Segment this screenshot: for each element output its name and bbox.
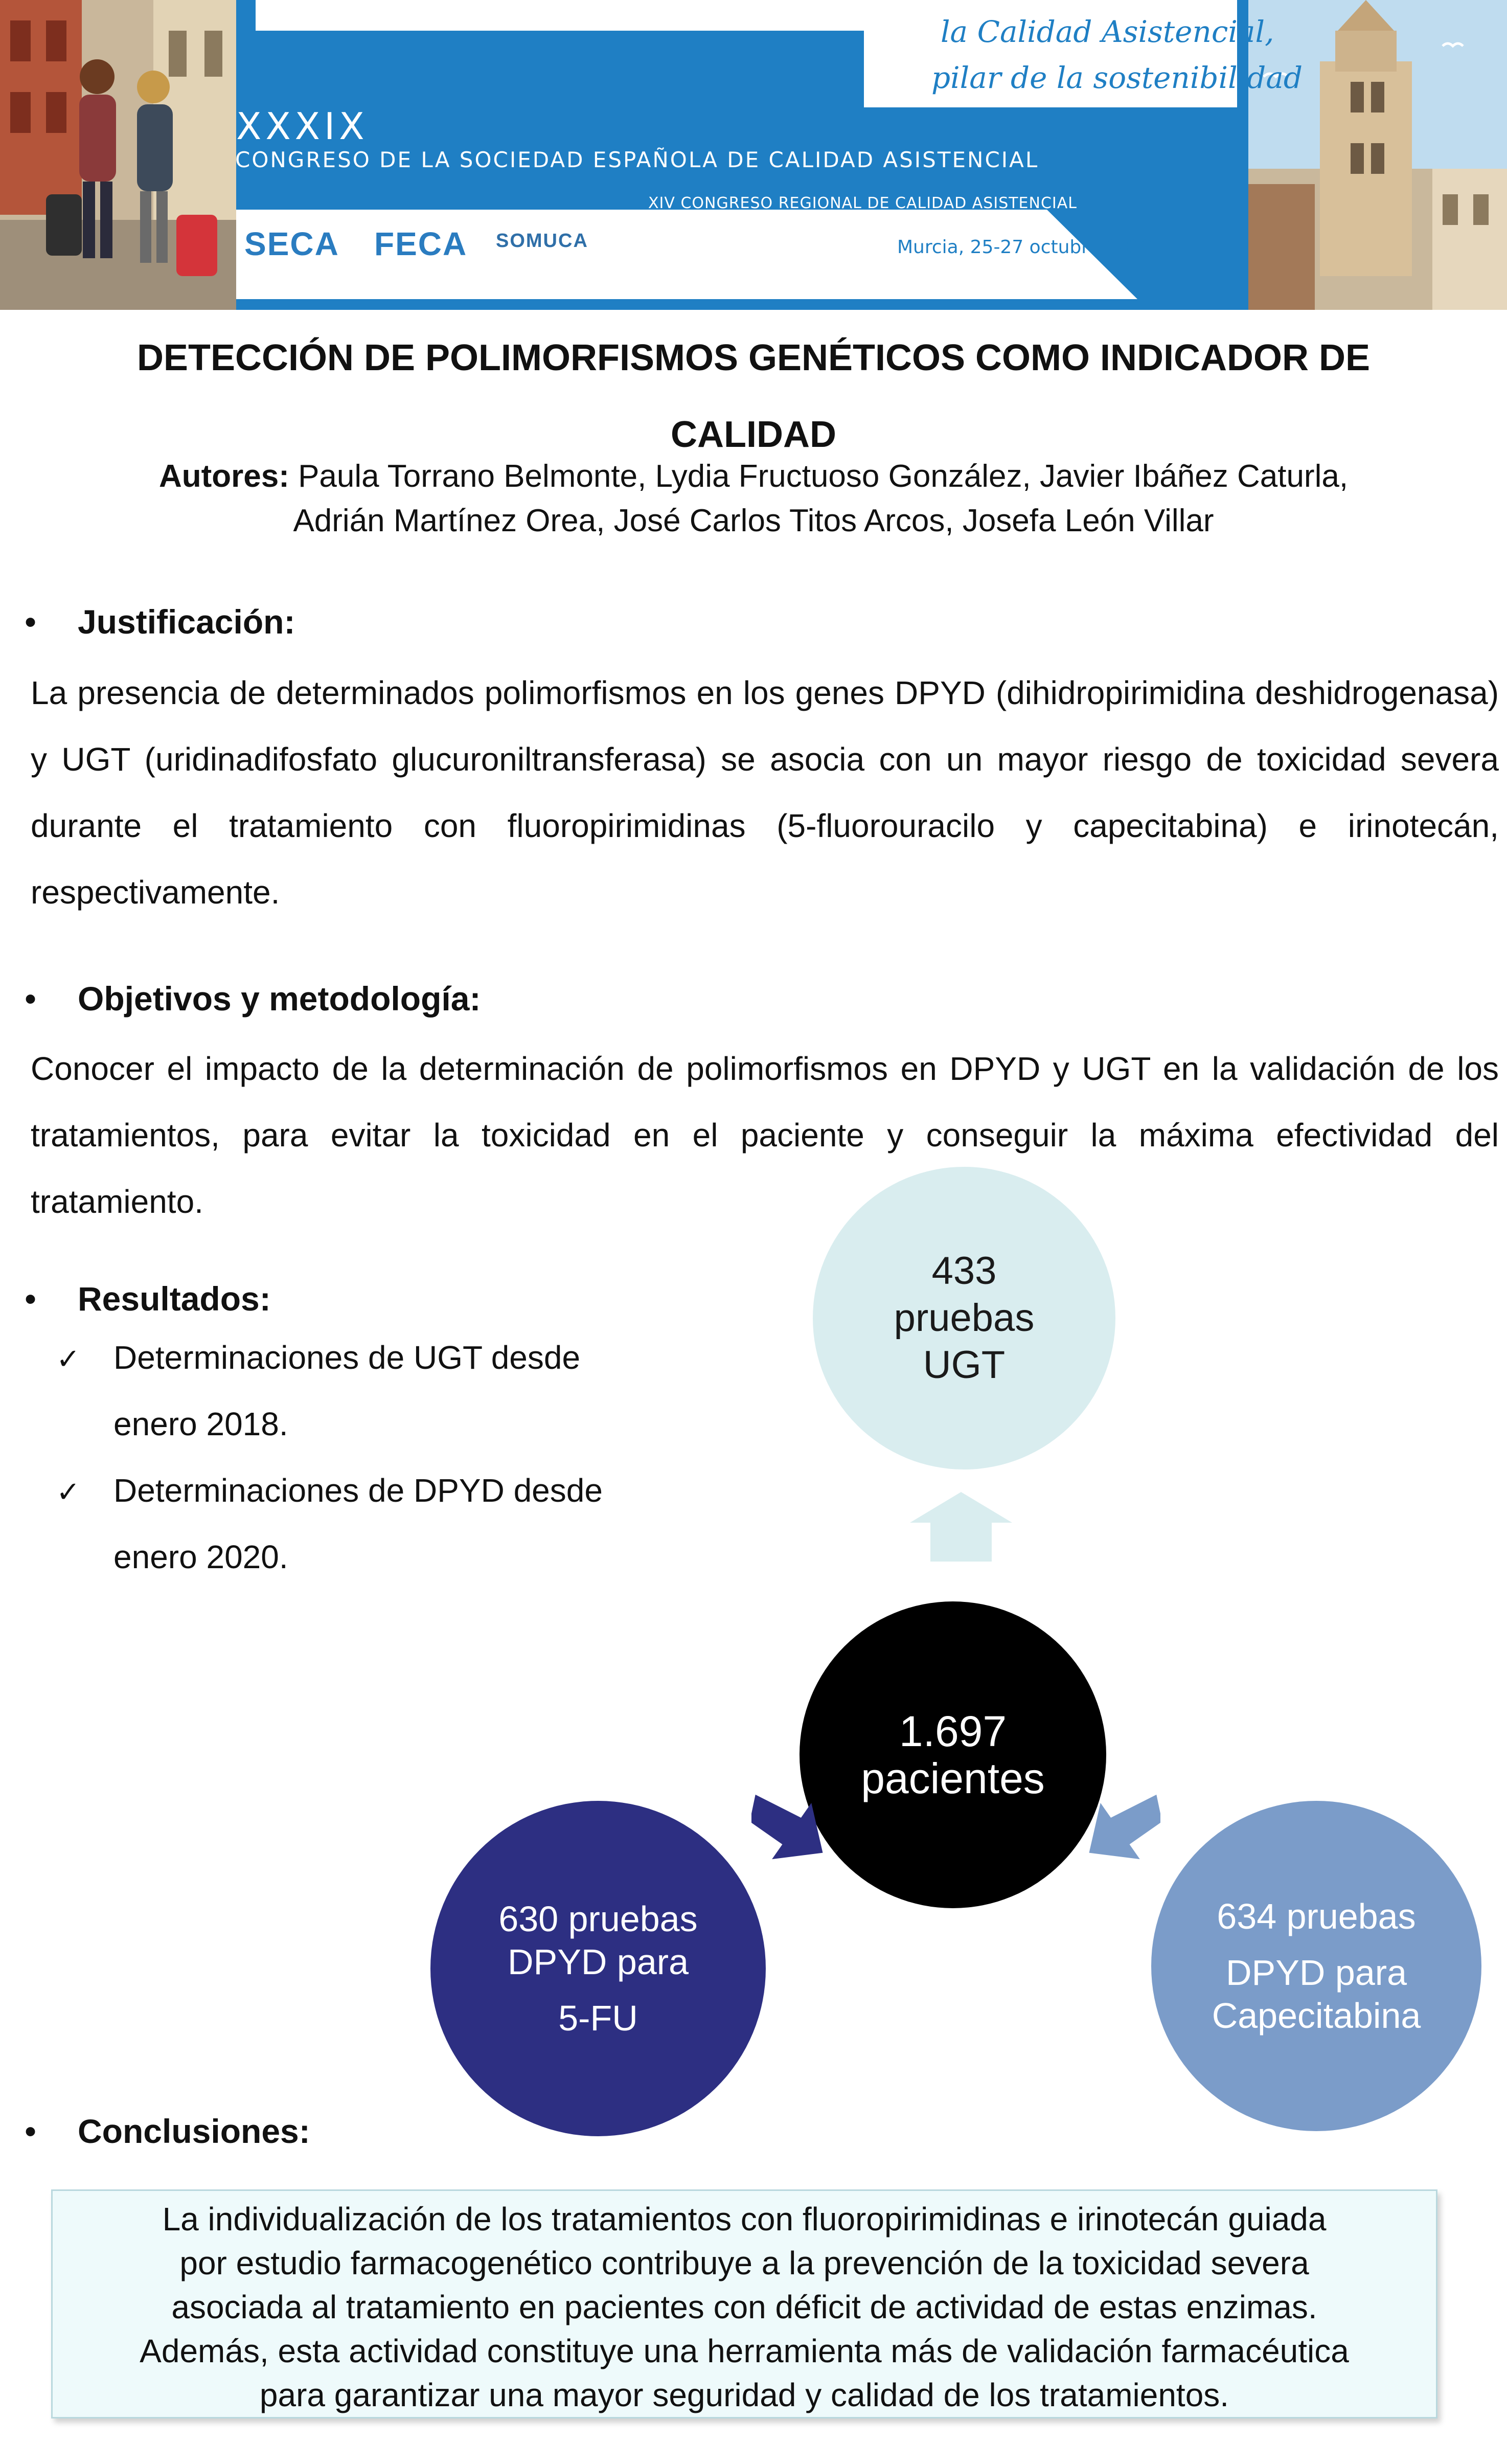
banner-top-strip (256, 0, 864, 31)
authors-label: Autores: (158, 459, 289, 494)
dpyd-cape-drug: Capecitabina (1212, 1996, 1421, 2036)
objetivos-text: Conocer el impacto de la determinación de polimorfismos en DPYD y UGT en la validación de los tratamientos, para evitar la toxicidad en el paciente y conseguir la máxima efectividad del tratamiento. (31, 1050, 1499, 1220)
checkmark-icon: ✓ (56, 1343, 80, 1375)
result-item-text: Determinaciones de UGT desde (113, 1339, 581, 1376)
conclusiones-heading (25, 2112, 310, 2151)
objetivos-heading (25, 979, 481, 1018)
conclusiones-heading-text: Conclusiones: (78, 2112, 310, 2150)
conclusion-text (53, 2197, 1436, 2417)
motto-line-1: la Calidad Asistencial, (941, 14, 1274, 49)
justificacion-heading-text: Justificación: (78, 603, 295, 641)
conclusion-line: por estudio farmacogenético contribuye a la prevención de la toxicidad severa (179, 2245, 1309, 2281)
ugt-count: 433 (931, 1249, 997, 1293)
dpyd-5fu-drug: 5-FU (558, 1998, 638, 2038)
ugt-label: pruebas (894, 1296, 1035, 1340)
dpyd-5fu-count: 630 pruebas (498, 1899, 698, 1939)
resultados-heading (25, 1279, 271, 1318)
arrow-left-down-icon (751, 1784, 823, 1871)
authors-names-2: Adrián Martínez Orea, José Carlos Titos Arcos, Josefa León Villar (293, 503, 1214, 538)
feca-logo: FECA (374, 225, 468, 262)
conclusion-line: Además, esta actividad constituye una herramienta más de validación farmacéutica (140, 2333, 1349, 2369)
conclusion-line: La individualización de los tratamientos con fluoropirimidinas e irinotecán guiada (162, 2201, 1327, 2237)
travelers-illustration (0, 0, 236, 310)
bullet-icon: • (25, 2112, 37, 2150)
bullet-icon: • (25, 603, 37, 641)
dpyd-5fu-label: DPYD para (507, 1942, 689, 1982)
conclusion-box (51, 2189, 1437, 2418)
authors-line-1 (51, 454, 1456, 499)
congress-name: CONGRESO DE LA SOCIEDAD ESPAÑOLA DE CALIDAD ASISTENCIAL (235, 147, 1039, 172)
result-item-ugt (56, 1324, 580, 1392)
congress-number: XXXIX (236, 105, 369, 148)
result-item-text: Determinaciones de DPYD desde (113, 1472, 603, 1509)
ugt-gene: UGT (923, 1343, 1006, 1387)
cathedral-illustration (1248, 0, 1507, 310)
conclusion-line: para garantizar una mayor seguridad y calidad de los tratamientos. (259, 2377, 1229, 2413)
regional-congress: XIV CONGRESO REGIONAL DE CALIDAD ASISTENCIAL (648, 194, 1077, 212)
arrow-right-down-icon (1089, 1784, 1160, 1871)
ugt-tests-circle (813, 1167, 1115, 1470)
bullet-icon: • (25, 1280, 37, 1318)
dpyd-5fu-circle (430, 1801, 766, 2136)
congress-banner (0, 0, 1507, 310)
authors (51, 454, 1456, 543)
congress-date: Murcia, 25-27 octubre 2023 (897, 237, 1153, 258)
motto-line-2: pilar de la sostenibilidad (931, 60, 1303, 95)
patients-circle (800, 1601, 1106, 1908)
bullet-icon: • (25, 980, 37, 1018)
result-item-dpyd (56, 1457, 603, 1525)
checkmark-icon: ✓ (56, 1476, 80, 1508)
dpyd-cape-label: DPYD para (1225, 1953, 1407, 1993)
objetivos-heading-text: Objetivos y metodología: (78, 980, 481, 1018)
authors-names-1: Paula Torrano Belmonte, Lydia Fructuoso González, Javier Ibáñez Caturla, (289, 459, 1349, 494)
seca-logo: SECA (244, 225, 339, 262)
result-item-ugt-cont: enero 2018. (113, 1406, 288, 1442)
result-item-dpyd-cont: enero 2020. (113, 1539, 288, 1575)
patients-count: 1.697 (899, 1707, 1007, 1755)
poster-title: DETECCIÓN DE POLIMORFISMOS GENÉTICOS COMO INDICADOR DE CALIDAD (136, 337, 1371, 455)
justificacion-heading (25, 602, 295, 641)
somuca-logo: SOMUCA (496, 230, 588, 252)
patients-label: pacientes (861, 1754, 1045, 1802)
conclusion-line: asociada al tratamiento en pacientes con déficit de actividad de estas enzimas. (171, 2289, 1317, 2325)
resultados-heading-text: Resultados: (78, 1280, 271, 1318)
dpyd-cape-count: 634 pruebas (1217, 1896, 1416, 1936)
arrow-up-icon (910, 1492, 1012, 1562)
dpyd-cape-circle (1151, 1801, 1481, 2131)
justificacion-text: La presencia de determinados polimorfismos en los genes DPYD (dihidropirimidina deshidrogenasa) y UGT (uridinadifosfato glucuroniltransferasa) se asocia con un mayor riesgo de toxicidad severa durante el tratamiento con fluoropirimidinas (5-fluorouracilo y capecitabina) e irinotecán, respectivamente. (31, 674, 1499, 911)
